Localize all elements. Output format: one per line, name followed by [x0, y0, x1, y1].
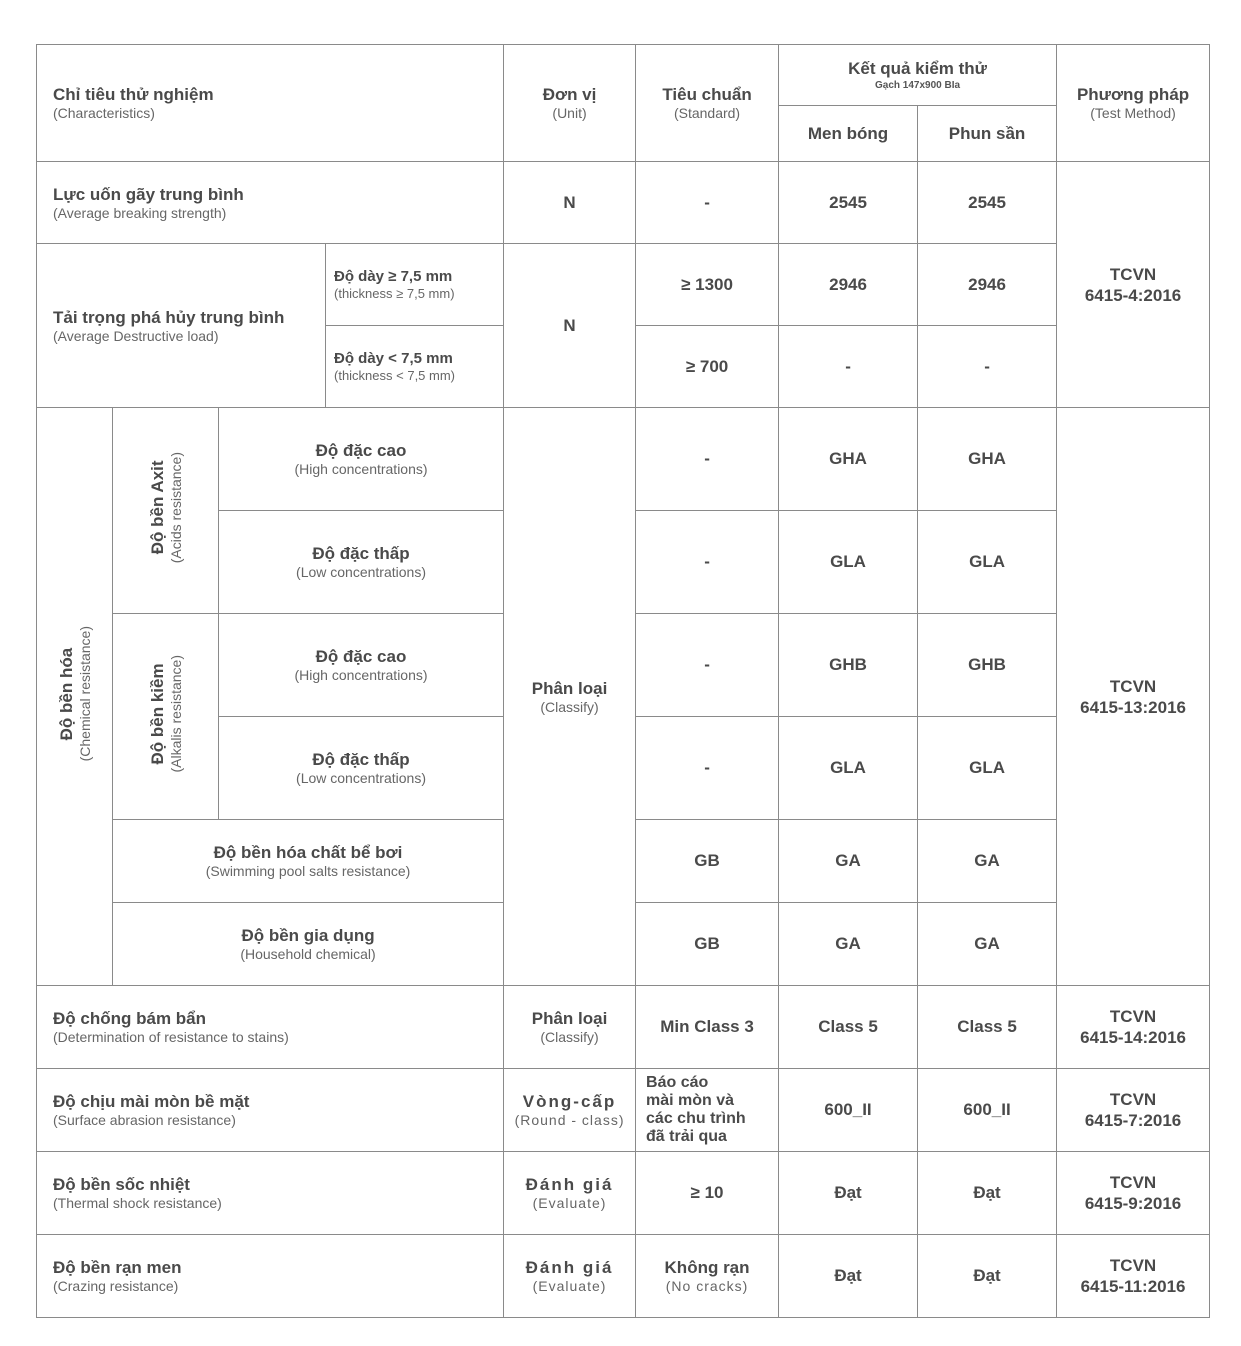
header-standard: Tiêu chuẩn (Standard) — [636, 45, 779, 162]
alkali-high-label: Độ đặc cao (High concentrations) — [219, 614, 504, 717]
thermal-unit: Đánh giá (Evaluate) — [504, 1152, 636, 1235]
acid-low-sprayed: GLA — [918, 511, 1057, 614]
alkali-low-glossy: GLA — [779, 717, 918, 820]
method-6415-9: TCVN 6415-9:2016 — [1057, 1152, 1210, 1235]
breaking-label: Lực uốn gãy trung bình (Average breaking strength) — [37, 162, 504, 244]
method-6415-13: TCVN 6415-13:2016 — [1057, 408, 1210, 986]
header-sprayed: Phun sần — [918, 106, 1057, 162]
destructive-thin-sprayed: - — [918, 326, 1057, 408]
alkali-high-standard: - — [636, 614, 779, 717]
pool-label: Độ bền hóa chất bể bơi (Swimming pool salts resistance) — [113, 820, 504, 903]
thermal-glossy: Đạt — [779, 1152, 918, 1235]
destructive-label: Tải trọng phá hủy trung bình (Average Destructive load) — [37, 244, 326, 408]
table-row — [37, 162, 1210, 244]
breaking-sprayed: 2545 — [918, 162, 1057, 244]
abrasion-sprayed: 600_II — [918, 1069, 1057, 1152]
header-method: Phương pháp (Test Method) — [1057, 45, 1210, 162]
chemical-unit: Phân loại (Classify) — [504, 408, 636, 986]
destructive-thick-standard: ≥ 1300 — [636, 244, 779, 326]
table-row — [37, 1152, 1210, 1235]
specification-table — [36, 44, 1210, 1318]
thermal-sprayed: Đạt — [918, 1152, 1057, 1235]
household-glossy: GA — [779, 903, 918, 986]
method-6415-4: TCVN 6415-4:2016 — [1057, 162, 1210, 408]
crazing-label: Độ bền rạn men (Crazing resistance) — [37, 1235, 504, 1318]
household-label: Độ bền gia dụng (Household chemical) — [113, 903, 504, 986]
stains-sprayed: Class 5 — [918, 986, 1057, 1069]
stains-glossy: Class 5 — [779, 986, 918, 1069]
table-row — [37, 408, 1210, 511]
method-6415-7: TCVN 6415-7:2016 — [1057, 1069, 1210, 1152]
stains-standard: Min Class 3 — [636, 986, 779, 1069]
alkali-high-glossy: GHB — [779, 614, 918, 717]
breaking-unit: N — [504, 162, 636, 244]
crazing-glossy: Đạt — [779, 1235, 918, 1318]
stains-unit: Phân loại (Classify) — [504, 986, 636, 1069]
abrasion-standard: Báo cáo mài mòn và các chu trình đã trải qua — [636, 1069, 779, 1152]
destructive-thin-glossy: - — [779, 326, 918, 408]
alkali-label: Độ bền kiềm (Alkalis resistance) — [113, 614, 219, 820]
acid-high-label: Độ đặc cao (High concentrations) — [219, 408, 504, 511]
destructive-thin-label: Độ dày < 7,5 mm (thickness < 7,5 mm) — [326, 326, 504, 408]
chemical-label: Độ bền hóa (Chemical resistance) — [37, 408, 113, 986]
alkali-low-standard: - — [636, 717, 779, 820]
alkali-high-sprayed: GHB — [918, 614, 1057, 717]
pool-standard: GB — [636, 820, 779, 903]
destructive-unit: N — [504, 244, 636, 408]
table-row — [37, 1235, 1210, 1318]
alkali-low-sprayed: GLA — [918, 717, 1057, 820]
breaking-standard: - — [636, 162, 779, 244]
acid-low-glossy: GLA — [779, 511, 918, 614]
household-standard: GB — [636, 903, 779, 986]
header-unit: Đơn vị (Unit) — [504, 45, 636, 162]
abrasion-glossy: 600_II — [779, 1069, 918, 1152]
table-row — [37, 986, 1210, 1069]
destructive-thick-label: Độ dày ≥ 7,5 mm (thickness ≥ 7,5 mm) — [326, 244, 504, 326]
destructive-thick-sprayed: 2946 — [918, 244, 1057, 326]
pool-sprayed: GA — [918, 820, 1057, 903]
table-row — [37, 1069, 1210, 1152]
stains-label: Độ chống bám bẩn (Determination of resistance to stains) — [37, 986, 504, 1069]
header-characteristics: Chỉ tiêu thử nghiệm (Characteristics) — [37, 45, 504, 162]
destructive-thick-glossy: 2946 — [779, 244, 918, 326]
abrasion-label: Độ chịu mài mòn bề mặt (Surface abrasion resistance) — [37, 1069, 504, 1152]
thermal-label: Độ bền sốc nhiệt (Thermal shock resistance) — [37, 1152, 504, 1235]
crazing-unit: Đánh giá (Evaluate) — [504, 1235, 636, 1318]
header-results: Kết quả kiểm thử Gạch 147x900 BIa — [779, 45, 1057, 106]
alkali-low-label: Độ đặc thấp (Low concentrations) — [219, 717, 504, 820]
method-6415-14: TCVN 6415-14:2016 — [1057, 986, 1210, 1069]
thermal-standard: ≥ 10 — [636, 1152, 779, 1235]
acid-high-standard: - — [636, 408, 779, 511]
acid-low-standard: - — [636, 511, 779, 614]
acid-high-glossy: GHA — [779, 408, 918, 511]
table-row — [37, 244, 1210, 326]
crazing-sprayed: Đạt — [918, 1235, 1057, 1318]
breaking-glossy: 2545 — [779, 162, 918, 244]
destructive-thin-standard: ≥ 700 — [636, 326, 779, 408]
pool-glossy: GA — [779, 820, 918, 903]
crazing-standard: Không rạn (No cracks) — [636, 1235, 779, 1318]
header-glossy: Men bóng — [779, 106, 918, 162]
acid-label: Độ bền Axit (Acids resistance) — [113, 408, 219, 614]
household-sprayed: GA — [918, 903, 1057, 986]
acid-low-label: Độ đặc thấp (Low concentrations) — [219, 511, 504, 614]
method-6415-11: TCVN 6415-11:2016 — [1057, 1235, 1210, 1318]
acid-high-sprayed: GHA — [918, 408, 1057, 511]
abrasion-unit: Vòng-cấp (Round - class) — [504, 1069, 636, 1152]
